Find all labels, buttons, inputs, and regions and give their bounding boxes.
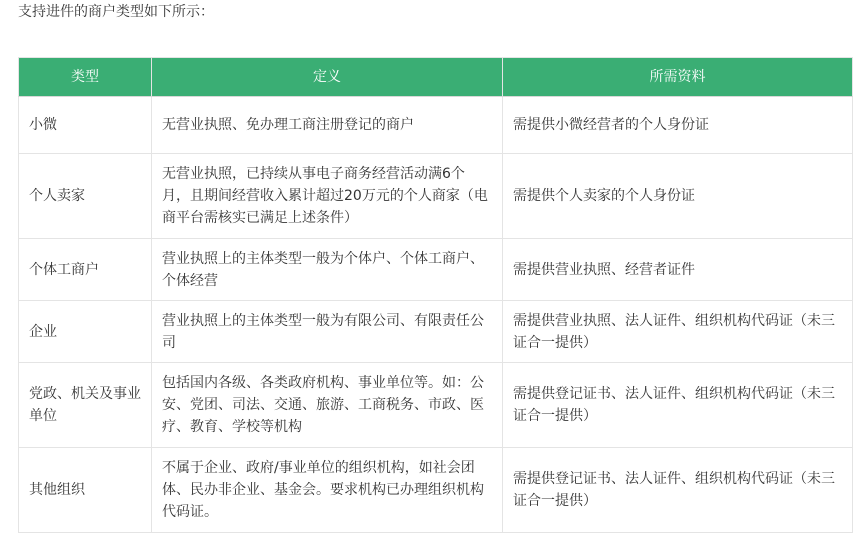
table-header-row [19, 58, 853, 97]
merchant-type-table [18, 57, 853, 533]
cell-materials: 需提供登记证书、法人证件、组织机构代码证（未三证合一提供） [503, 448, 853, 533]
cell-definition: 无营业执照、免办理工商注册登记的商户 [152, 97, 503, 154]
cell-definition: 无营业执照，已持续从事电子商务经营活动满6个月，且期间经营收入累计超过20万元的个人商家（电商平台需核实已满足上述条件） [152, 154, 503, 239]
cell-definition: 营业执照上的主体类型一般为有限公司、有限责任公司 [152, 301, 503, 363]
cell-materials: 需提供营业执照、法人证件、组织机构代码证（未三证合一提供） [503, 301, 853, 363]
table-row [19, 97, 853, 154]
cell-type: 其他组织 [19, 448, 152, 533]
table-row [19, 239, 853, 301]
header-definition: 定义 [152, 58, 503, 97]
table-row [19, 154, 853, 239]
cell-type: 个人卖家 [19, 154, 152, 239]
cell-definition: 包括国内各级、各类政府机构、事业单位等。如：公安、党团、司法、交通、旅游、工商税务、市政、医疗、教育、学校等机构 [152, 363, 503, 448]
table-row [19, 363, 853, 448]
cell-type: 个体工商户 [19, 239, 152, 301]
header-materials: 所需资料 [503, 58, 853, 97]
cell-materials: 需提供登记证书、法人证件、组织机构代码证（未三证合一提供） [503, 363, 853, 448]
cell-definition: 不属于企业、政府/事业单位的组织机构，如社会团体、民办非企业、基金会。要求机构已办理组织机构代码证。 [152, 448, 503, 533]
table-row [19, 301, 853, 363]
cell-materials: 需提供营业执照、经营者证件 [503, 239, 853, 301]
cell-materials: 需提供个人卖家的个人身份证 [503, 154, 853, 239]
table-row [19, 448, 853, 533]
cell-type: 企业 [19, 301, 152, 363]
intro-text: 支持进件的商户类型如下所示： [18, 4, 214, 20]
cell-type: 党政、机关及事业单位 [19, 363, 152, 448]
cell-type: 小微 [19, 97, 152, 154]
header-type: 类型 [19, 58, 152, 97]
cell-materials: 需提供小微经营者的个人身份证 [503, 97, 853, 154]
cell-definition: 营业执照上的主体类型一般为个体户、个体工商户、个体经营 [152, 239, 503, 301]
